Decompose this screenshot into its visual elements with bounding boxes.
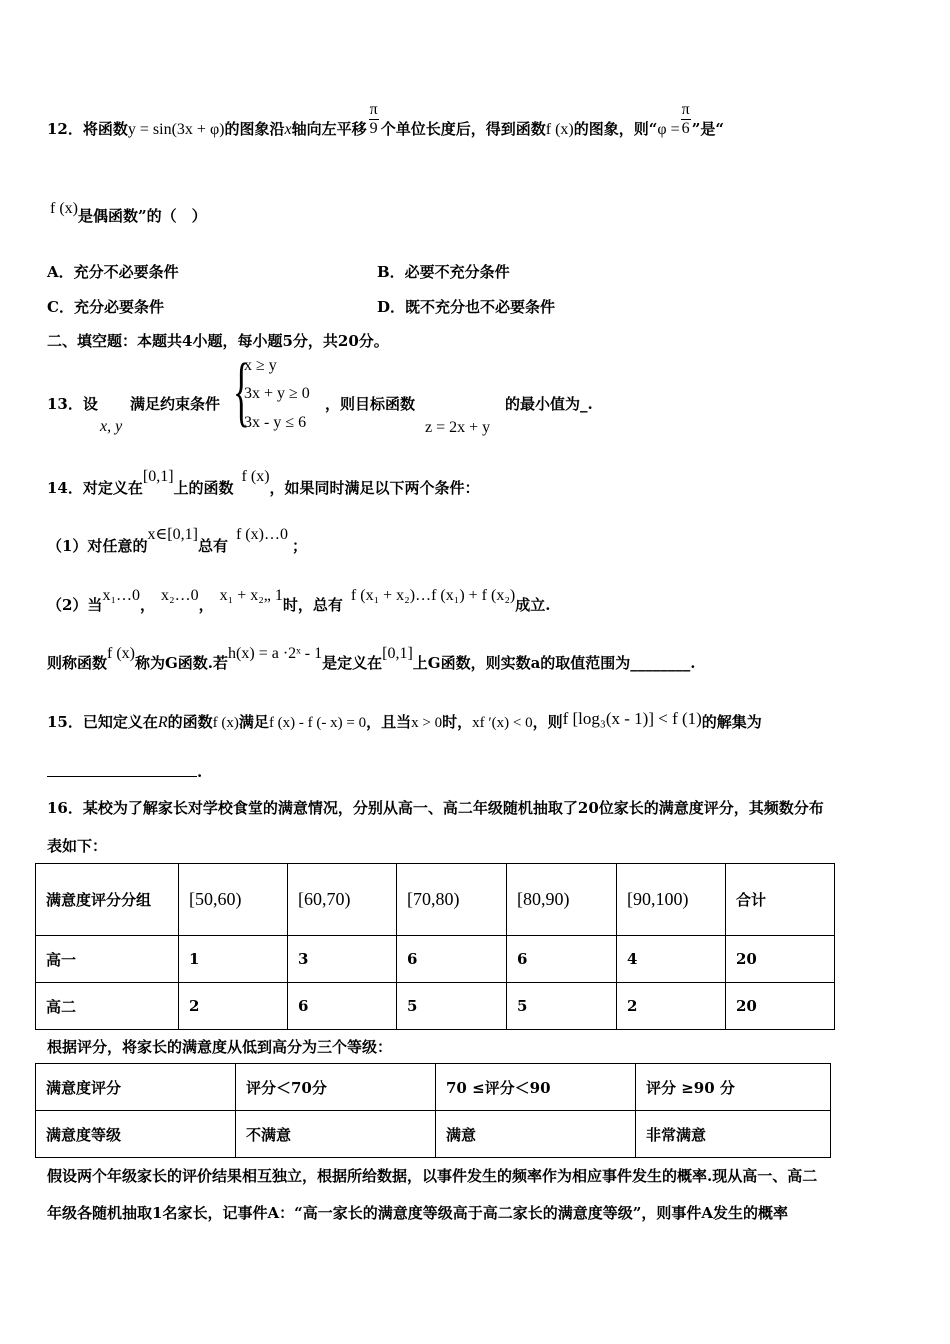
q12-number: 12． [47,120,83,138]
q12-line1: 12．将函数y = sin(3x + φ)的图象沿x轴向左平移 $\frac{\pi}{9}$ 个单位长度后，得到函数f (x)的图象，则“φ = $\frac{\pi}{6}$ ”是“ [47,100,724,138]
q13-text2: ，则目标函数 [325,395,416,413]
table-cell: 满意度等级 [36,1111,236,1158]
table-cell: 满意度评分分组 [36,864,179,936]
q12-shift-fraction: $\frac{\pi}{9}$ [369,100,378,137]
table-cell: 合计 [726,864,835,936]
section-heading: 二、填空题：本题共4小题，每小题5分，共20分。 [47,332,389,350]
table-cell: 6 [507,936,617,983]
table-cell: 6 [397,936,507,983]
q14-condition-1: （1）对任意的x∈[0,1]总有f (x)…0； [47,526,307,555]
q16-paragraph-line2: 年级各随机抽取1名家长，记事件A：“高一家长的满意度等级高于高二家长的满意度等级”，则事件A发生的概率 [47,1204,788,1222]
q12-option-c: C．充分必要条件 [47,298,164,316]
q12-option-b: B．必要不充分条件 [377,263,510,281]
table-header-row [36,864,835,936]
table-cell: 满意 [436,1111,636,1158]
table-cell: [80,90) [507,864,617,936]
table-cell: 4 [617,936,726,983]
q13-objective: z = 2x + y [425,419,491,436]
frequency-table [35,863,835,1030]
table-cell: 6 [288,983,397,1030]
satisfaction-level-table [35,1063,831,1158]
q14-condition-2: （2）当x₁…0，x₂…0，x₁ + x₂„ 1时，总有f (x₁ + x₂)…f (x₁) + f (x₂)成立. [47,587,551,614]
table-cell: 高二 [36,983,179,1030]
table-cell: 评分 ≥90 分 [636,1064,831,1111]
table-cell: 非常满意 [636,1111,831,1158]
table-row [36,983,835,1030]
table-cell: 5 [397,983,507,1030]
q12-function: y = sin(3x + φ) [127,121,225,138]
table-row [36,1064,831,1111]
q15-answer-blank: . [47,763,202,781]
q12-option-a: A．充分不必要条件 [47,263,179,281]
q13-constraint-2: 3x + y ≥ 0 [244,385,310,402]
q13-constraint-3: 3x - y ≤ 6 [244,414,307,431]
q16-paragraph-line1: 假设两个年级家长的评价结果相互独立，根据所给数据，以事件发生的频率作为相应事件发生的概率.现从高一、高二 [47,1167,818,1185]
table-cell: [70,80) [397,864,507,936]
q13-brace: { [233,347,250,434]
table-cell: 3 [288,936,397,983]
table-row [36,936,835,983]
table-cell: 不满意 [236,1111,436,1158]
q13-constraint-1: x ≥ y [244,357,277,374]
table-cell: 2 [617,983,726,1030]
q16-mid-text: 根据评分，将家长的满意度从低到高分为三个等级： [47,1038,393,1056]
table-cell: 2 [179,983,288,1030]
q13-number: 13．设 [47,395,98,413]
table-cell: 20 [726,936,835,983]
q16-intro-line2: 表如下： [47,837,108,855]
q12-phi-fraction: $\frac{\pi}{6}$ [681,100,690,137]
table-cell: 满意度评分 [36,1064,236,1111]
q13-text3: 的最小值为_. [505,395,593,413]
q14-last-line: 则称函数f (x)称为G函数.若h(x) = a ·2ˣ - 1是定义在[0,1]上G函数，则实数a的取值范围为________. [47,645,696,672]
q15-line1: 15．已知定义在R的函数f (x)满足f (x) - f (- x) = 0，且当x > 0时，xf ′(x) < 0，则f [log₃(x - 1)] < f (1)的解集为 [47,709,762,731]
table-cell: 评分＜70分 [236,1064,436,1111]
q13-text1: 满足约束条件 [130,395,221,413]
table-cell: [60,70) [288,864,397,936]
q16-intro-line1: 16．某校为了解家长对学校食堂的满意情况，分别从高一、高二年级随机抽取了20位家长的满意度评分，其频数分布 [47,799,824,817]
q14-line1: 14．对定义在[0,1]上的函数f (x)，如果同时满足以下两个条件： [47,468,480,497]
q12-line2: f (x)是偶函数”的（ ） [50,200,207,225]
q13-vars: x, y [100,418,123,435]
table-row [36,1111,831,1158]
table-cell: 5 [507,983,617,1030]
table-cell: [90,100) [617,864,726,936]
table-cell: 高一 [36,936,179,983]
table-cell: 1 [179,936,288,983]
q12-option-d: D．既不充分也不必要条件 [377,298,556,316]
table-cell: [50,60) [179,864,288,936]
table-cell: 70 ≤评分＜90 [436,1064,636,1111]
table-cell: 20 [726,983,835,1030]
